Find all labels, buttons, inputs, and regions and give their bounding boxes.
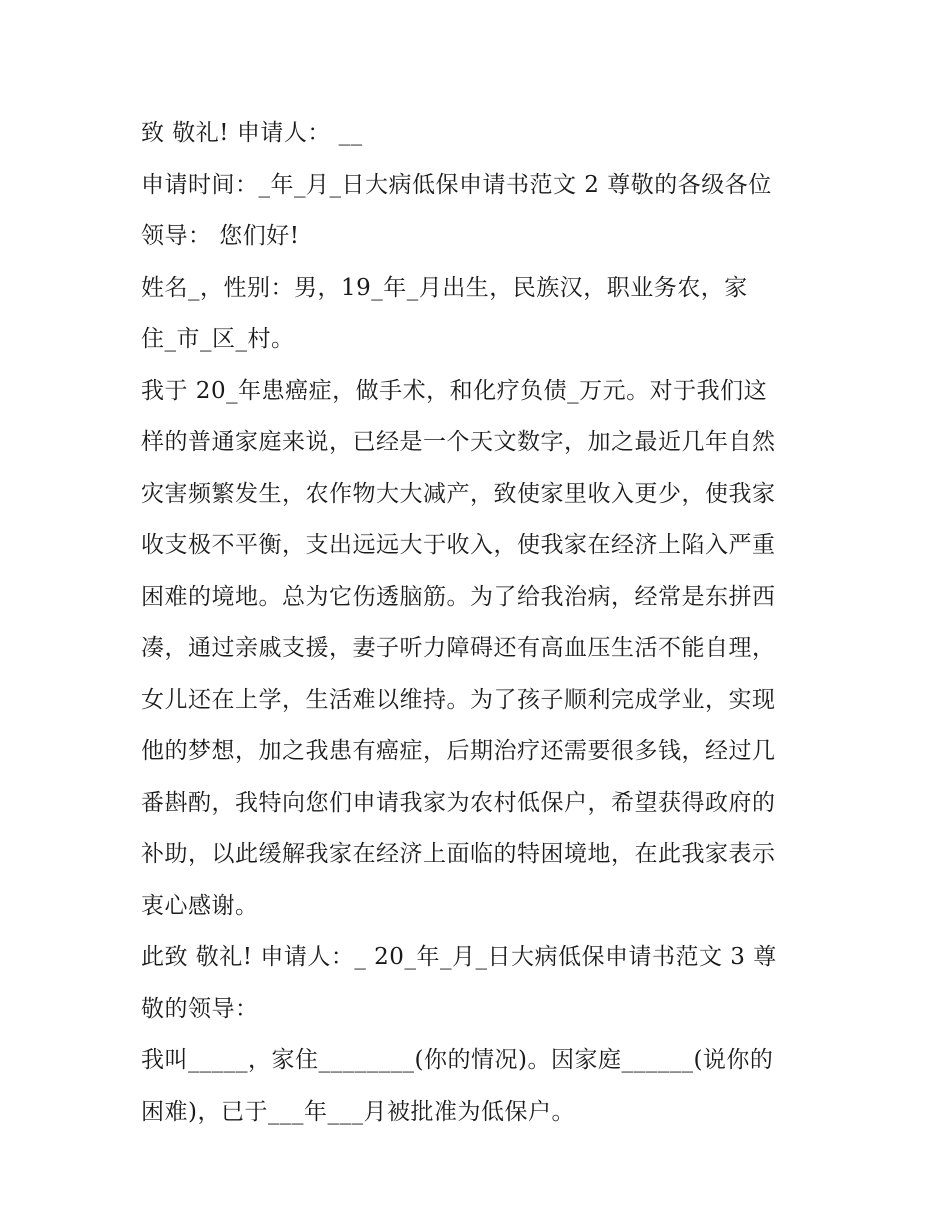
text-line-personal-info: 姓名_，性别：男，19_年_月出生，民族汉，职业务农，家	[141, 274, 748, 301]
text-line-greeting-2: 领导： 您们好!	[141, 223, 300, 249]
text-line-body-2: 样的普通家庭来说，已经是一个天文数字，加之最近几年自然	[141, 429, 776, 455]
document-body	[141, 108, 821, 1138]
text-line-body-1: 我于 20_年患癌症，做手术，和化疗负债_万元。对于我们这	[141, 377, 768, 404]
text-line-greeting-3: 敬的领导：	[141, 995, 259, 1022]
text-line-body-10: 补助，以此缓解我家在经济上面临的特困境地，在此我家表示	[141, 841, 776, 867]
text-line-template-2: 困难)，已于___年___月被批准为低保户。	[141, 1098, 575, 1125]
text-line-closing-2: 此致 敬礼! 申请人：_ 20_年_月_日大病低保申请书范文 3 尊	[141, 944, 777, 970]
text-line-template-1: 我叫_____，家住________(你的情况)。因家庭______(说你的	[141, 1047, 774, 1073]
text-line-body-4: 收支极不平衡，支出远远大于收入，使我家在经济上陷入严重	[141, 532, 776, 558]
text-line-body-3: 灾害频繁发生，农作物大大减产，致使家里收入更少，使我家	[141, 480, 776, 507]
text-line-closing-1: 致 敬礼! 申请人： __	[141, 120, 363, 146]
text-line-body-6: 凑，通过亲戚支援，妻子听力障碍还有高血压生活不能自理，	[141, 635, 776, 661]
text-line-address: 住_市_区_村。	[141, 326, 295, 352]
text-line-date-title-2: 申请时间：_年_月_日大病低保申请书范文 2 尊敬的各级各位	[141, 171, 772, 198]
text-line-body-5: 困难的境地。总为它伤透脑筋。为了给我治病，经常是东拼西	[141, 583, 776, 610]
text-line-body-8: 他的梦想，加之我患有癌症，后期治疗还需要很多钱，经过几	[141, 738, 776, 764]
text-line-body-9: 番斟酌，我特向您们申请我家为农村低保户，希望获得政府的	[141, 789, 776, 816]
text-line-body-7: 女儿还在上学，生活难以维持。为了孩子顺利完成学业，实现	[141, 686, 776, 713]
text-line-thanks: 衷心感谢。	[141, 892, 259, 919]
